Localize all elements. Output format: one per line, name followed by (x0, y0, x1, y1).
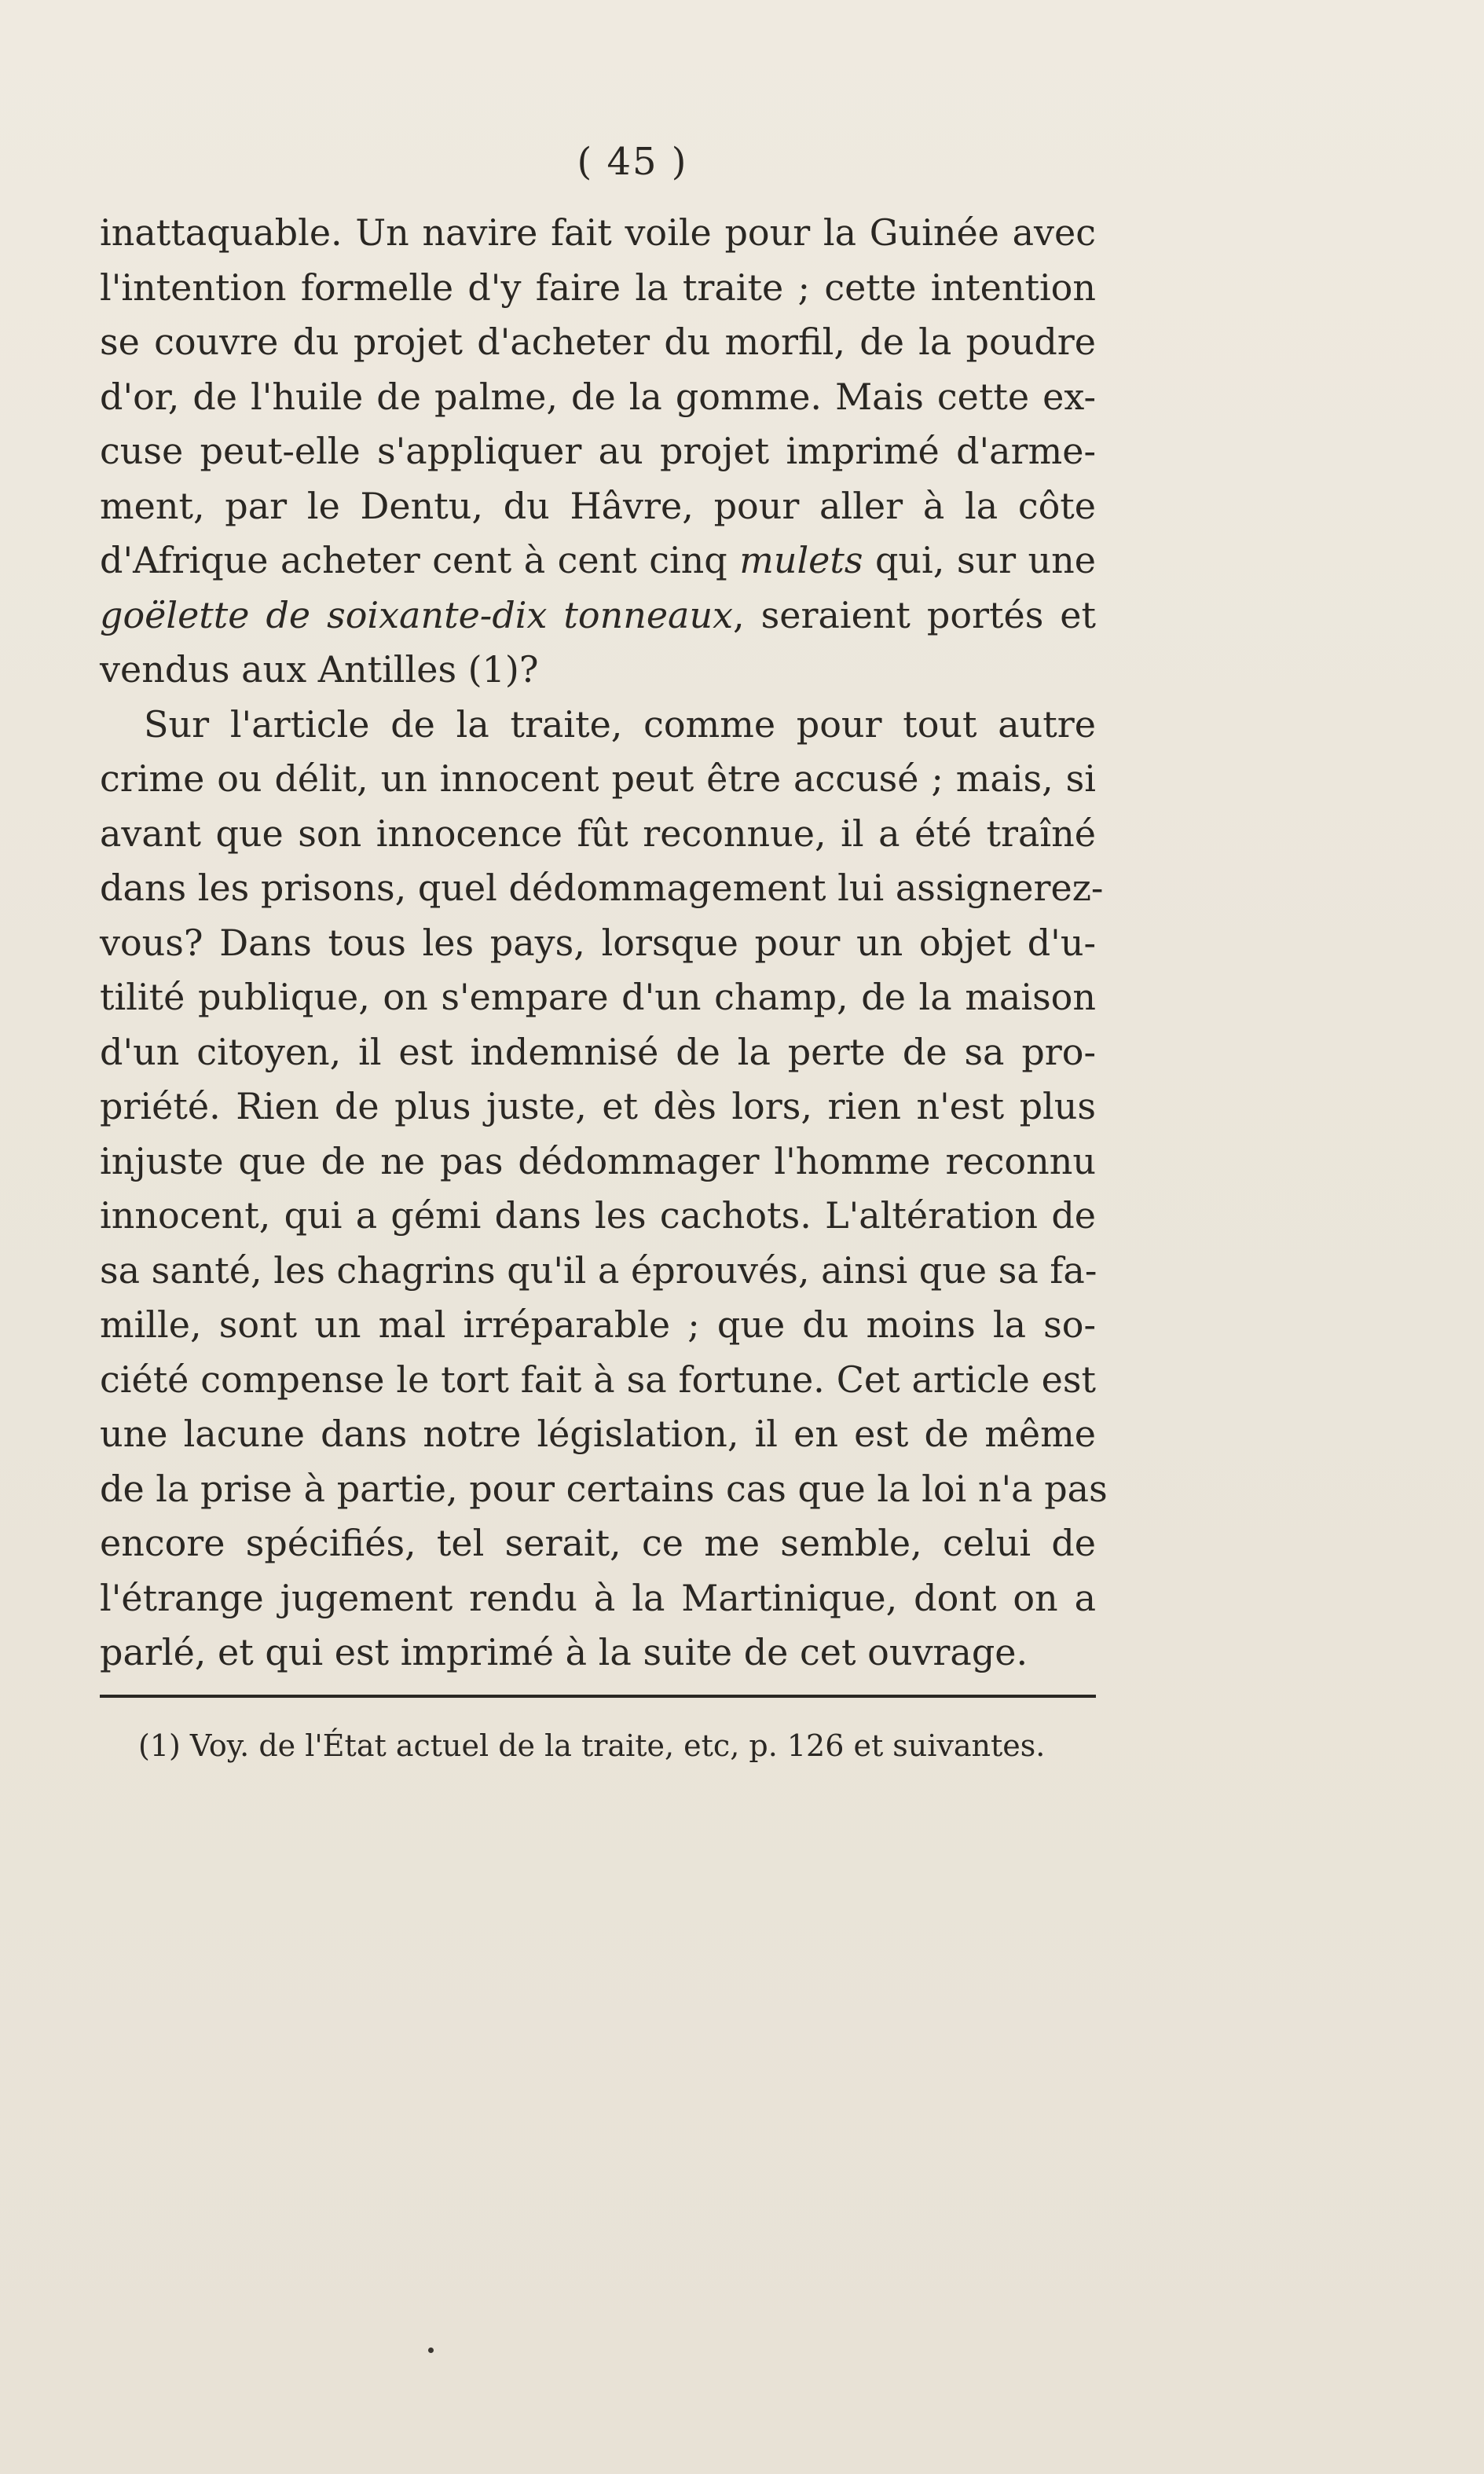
text-line: sa santé, les chagrins qu'il a éprouvés, ainsi que sa fa- (100, 1248, 1097, 1292)
text-line: ciété compense le tort fait à sa fortune. Cet article est (100, 1358, 1096, 1401)
text-line: ment, par le Dentu, du Hâvre, pour aller à la côte (100, 484, 1096, 527)
text-line: se couvre du projet d'acheter du morfil, de la poudre (100, 321, 1096, 363)
page-number: ( 45 ) (577, 140, 688, 184)
text-line: priété. Rien de plus juste, et dès lors, rien n'est plus (100, 1085, 1096, 1127)
text-line: de la prise à partie, pour certains cas que la loi n'a pas (100, 1467, 1108, 1510)
text-line: l'étrange jugement rendu à la Martinique, dont on a (100, 1576, 1096, 1619)
footnote-divider (100, 1695, 1096, 1698)
text-line: vous? Dans tous les pays, lorsque pour un objet d'u- (100, 921, 1096, 964)
text-line: l'intention formelle d'y faire la traite ; cette intention (100, 266, 1096, 309)
text-line: une lacune dans notre législation, il en est de même (100, 1413, 1096, 1455)
paragraph-2 (100, 698, 1108, 1680)
text-line: encore spécifiés, tel serait, ce me semble, celui de (100, 1522, 1096, 1564)
text-line: dans les prisons, quel dédommagement lui assignerez- (100, 867, 1104, 909)
footnote: (1) Voy. de l'État actuel de la traite, etc, p. 126 et suivantes. (138, 1728, 1046, 1763)
text-line: tilité publique, on s'empare d'un champ, de la maison (100, 976, 1096, 1018)
text-line: mille, sont un mal irréparable ; que du moins la so- (100, 1303, 1096, 1346)
text-run: , seraient portés et (733, 593, 1096, 636)
italic-text: mulets (739, 539, 863, 581)
text-line (100, 533, 1096, 588)
text-line: vendus aux Antilles (1)? (100, 648, 539, 691)
text-line: injuste que de ne pas dédommager l'homme reconnu (100, 1139, 1096, 1182)
text-run: qui, sur une (863, 539, 1096, 581)
text-line: avant que son innocence fût reconnue, il a été traîné (100, 812, 1096, 855)
text-line: inattaquable. Un navire fait voile pour la Guinée avec (100, 211, 1096, 254)
text-line: Sur l'article de la traite, comme pour tout autre (144, 702, 1096, 746)
text-line: d'un citoyen, il est indemnisé de la perte de sa pro- (100, 1030, 1096, 1073)
text-line (100, 588, 1096, 643)
text-line: cuse peut-elle s'appliquer au projet imprimé d'arme- (100, 430, 1096, 472)
text-run: d'Afrique acheter cent à cent cinq (100, 539, 740, 581)
text-line: crime ou délit, un innocent peut être accusé ; mais, si (100, 757, 1096, 800)
paragraph-1 (100, 206, 1096, 698)
text-line: d'or, de l'huile de palme, de la gomme. Mais cette ex- (100, 375, 1096, 418)
text-line: innocent, qui a gémi dans les cachots. L'altération de (100, 1194, 1096, 1237)
paper-speck (428, 2348, 434, 2353)
text-line: parlé, et qui est imprimé à la suite de cet ouvrage. (100, 1631, 1028, 1673)
body-text (100, 206, 1108, 1680)
italic-text: goëlette de soixante-dix tonneaux (100, 593, 734, 636)
